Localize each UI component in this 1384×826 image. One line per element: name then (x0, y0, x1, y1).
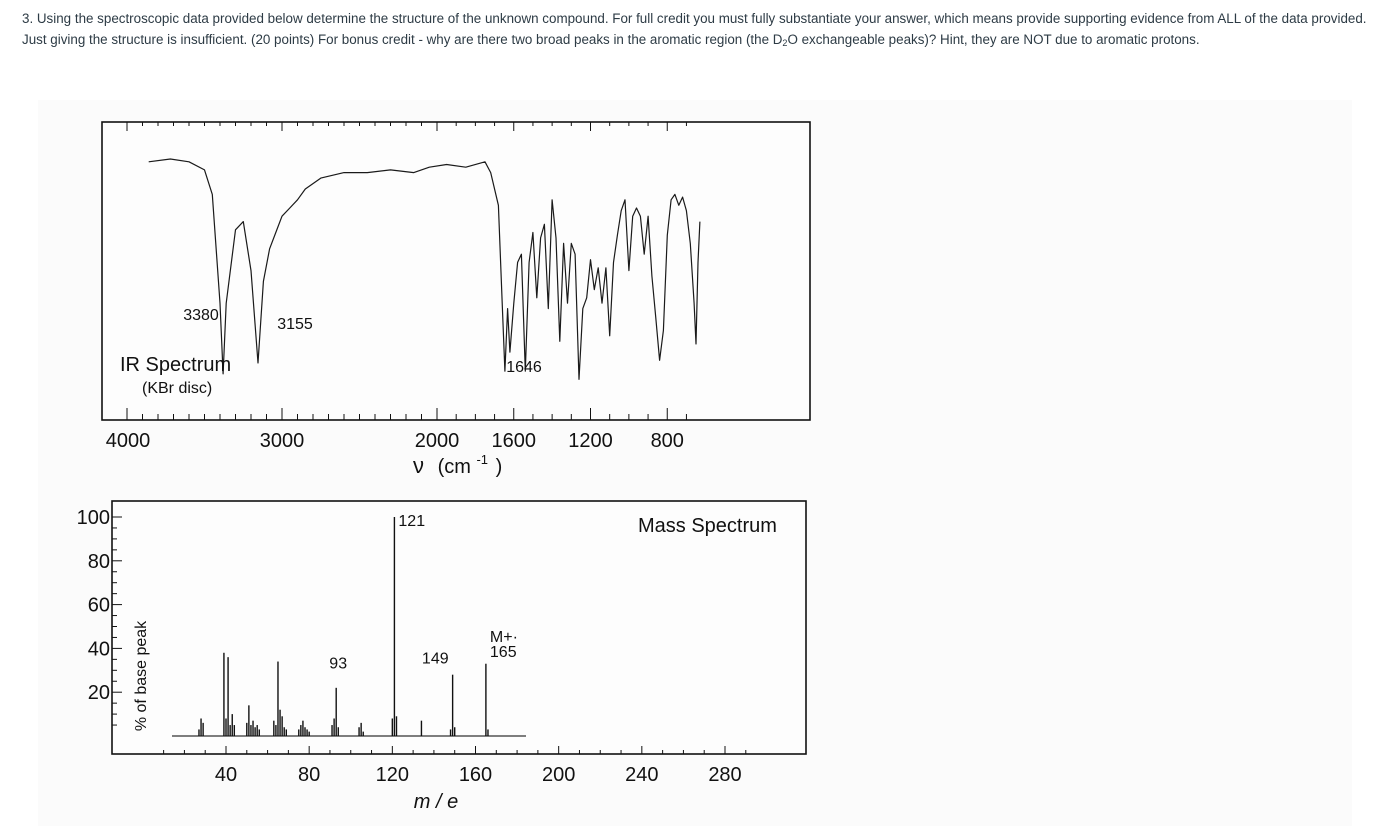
ms-peak-label: 165 (489, 644, 517, 662)
ir-xlabel-close: ) (495, 456, 503, 478)
ms-ytick-label: 20 (87, 682, 110, 705)
ir-peak-label: 3380 (183, 307, 219, 324)
ms-ytick-label: 40 (87, 638, 110, 661)
ms-title: Mass Spectrum (638, 515, 777, 537)
ms-xtick-label: 120 (375, 764, 410, 786)
ms-frame (112, 501, 806, 754)
ir-tick-label: 2000 (414, 430, 460, 452)
ms-ytick-label: 80 (87, 550, 110, 573)
ms-xtick-label: 200 (541, 764, 576, 786)
ir-tick-label: 4000 (105, 430, 151, 452)
ms-ylabel: % of base peak (133, 620, 150, 732)
ir-xlabel-sup: -1 (476, 452, 489, 467)
ms-xlabel: m / e (413, 791, 459, 813)
ms-peak-label: 149 (421, 650, 449, 668)
ms-peak-label: 121 (398, 512, 426, 530)
ir-tick-label: 800 (650, 430, 684, 452)
ms-peak-label: 93 (329, 655, 348, 673)
ms-peak-label: M+· (489, 628, 518, 646)
spectra-figure (38, 100, 1352, 826)
ir-subtitle: (KBr disc) (142, 380, 213, 397)
ir-title: IR Spectrum (120, 354, 232, 376)
ir-tick-label: 3000 (259, 430, 305, 452)
ms-xtick-label: 80 (298, 764, 321, 786)
ir-peak-label: 1646 (506, 359, 542, 376)
ir-xlabel-unit: (cm (437, 456, 471, 478)
ir-xlabel-symbol: ν (413, 453, 424, 478)
ms-xtick-label: 40 (214, 764, 238, 786)
ms-xtick-label: 240 (625, 764, 659, 786)
ms-xtick-label: 280 (708, 764, 742, 786)
ir-tick-label: 1600 (491, 430, 536, 452)
ir-peak-label: 3155 (277, 316, 313, 333)
ms-ytick-label: 100 (76, 507, 110, 529)
ms-ytick-label: 60 (87, 594, 110, 617)
question-text: 3. Using the spectroscopic data provided below determine the structure of the unknown compound. For full credit you must fully substantiate your answer, which means provide supporting evidence from ALL of the data provided. Just giving the structure is insufficient. (20 points) For bonus credit - why are there two broad peaks in the aromatic region (the $D_2O$ exchangeable peaks)? Hint, they are NOT due to aromatic protons. (22, 11, 1367, 48)
ms-xtick-label: 160 (458, 764, 493, 786)
ir-tick-label: 1200 (568, 430, 613, 452)
spectra-svg (38, 100, 1352, 826)
